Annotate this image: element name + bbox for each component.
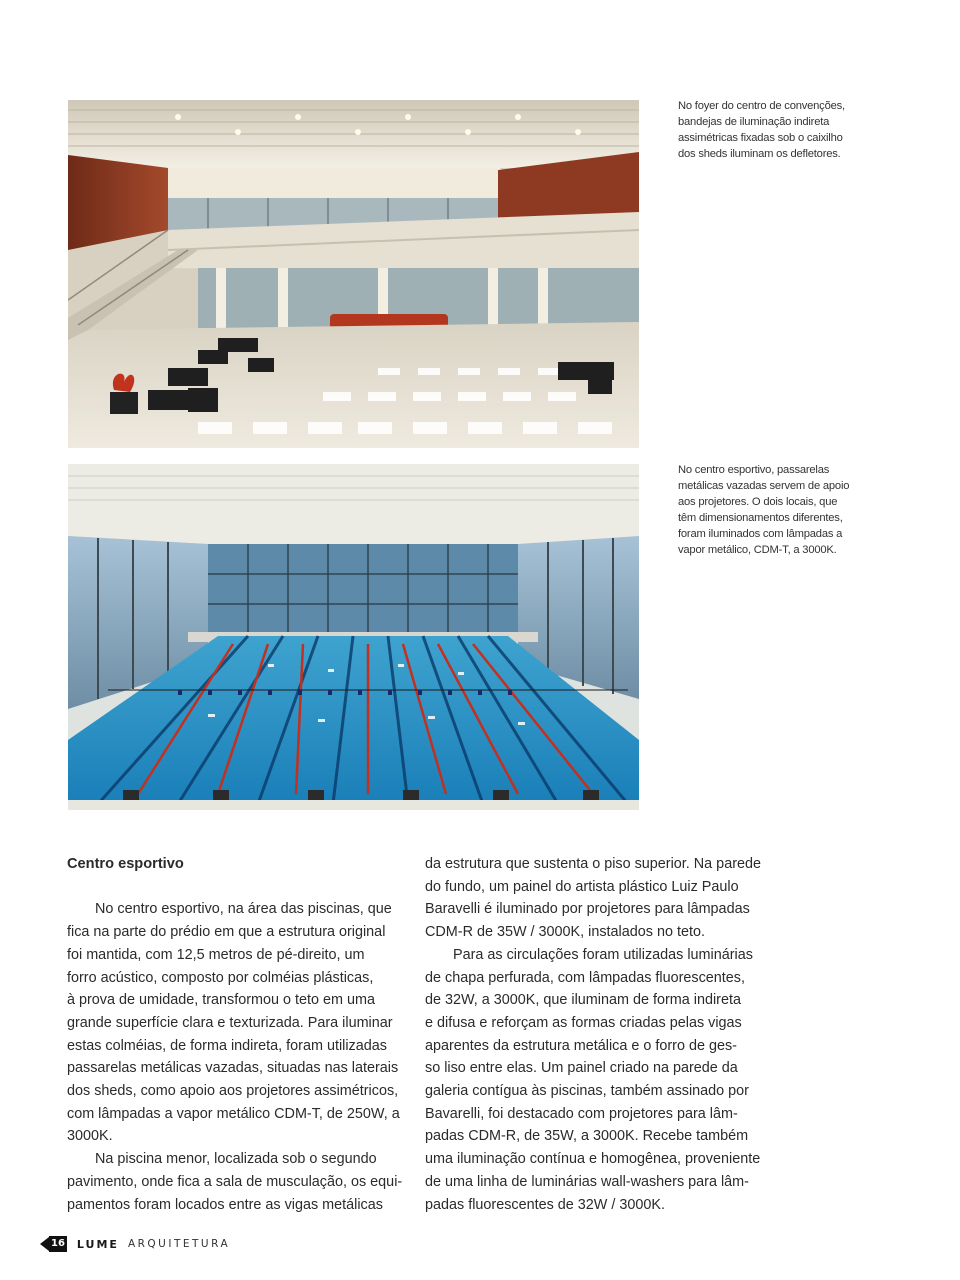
text-line: No centro esportivo, na área das piscinas, que [95,901,392,918]
text-line: pavimento, onde fica a sala de musculação, os equi- [67,1173,403,1190]
text-line: de 32W, a 3000K, que iluminam de forma indireta [425,992,741,1009]
text-line: padas fluorescentes de 32W / 3000K. [425,1196,665,1213]
text-line: de uma linha de luminárias wall-washers para lâm- [425,1173,749,1190]
text-line: CDM-R de 35W / 3000K, instalados no teto. [425,924,705,941]
text-line: estas colméias, de forma indireta, foram utilizadas [67,1037,387,1054]
text-line: de chapa perfurada, com lâmpadas fluorescentes, [425,969,745,986]
caption-line: No centro esportivo, passarelas [678,464,830,476]
pool-photo [68,464,639,810]
page-footer [40,1234,230,1254]
text-line: com lâmpadas a vapor metálico CDM-T, de 250W, a [67,1105,400,1122]
text-line: do fundo, um painel do artista plástico Luiz Paulo [425,878,739,895]
text-line: galeria contígua às piscinas, também assinado por [425,1083,749,1100]
page-number: 16 [49,1236,67,1252]
caption-line: assimétricas fixadas sob o caixilho [678,132,843,144]
caption-line: dos sheds iluminam os defletores. [678,148,841,160]
text-line: uma iluminação contínua e homogênea, proveniente [425,1151,761,1168]
section-heading: Centro esportivo [67,856,184,872]
text-line: fica na parte do prédio em que a estrutura original [67,924,386,941]
text-line: pamentos foram locados entre as vigas metálicas [67,1196,383,1213]
text-line: Para as circulações foram utilizadas luminárias [453,946,753,963]
text-line: passarelas metálicas vazadas, situadas nas laterais [67,1060,399,1077]
text-line: foi mantida, com 12,5 metros de pé-direito, um [67,946,365,963]
text-line: padas CDM-R, de 35W, a 3000K. Recebe também [425,1128,749,1145]
caption-line: têm dimensionamentos diferentes, [678,512,843,524]
right-text-lines [425,853,765,1216]
left-arrow-icon [40,1237,49,1251]
text-line: da estrutura que sustenta o piso superior. Na parede [425,856,761,872]
text-line: so liso entre elas. Um painel criado na parede da [425,1060,738,1077]
left-text-lines [67,898,402,1216]
pool-caption [678,462,848,558]
caption-line: metálicas vazadas servem de apoio [678,480,850,492]
foyer-caption [678,98,848,162]
page-number-tab [40,1236,67,1252]
text-line: forro acústico, composto por colméias plásticas, [67,969,374,986]
text-line: aparentes da estrutura metálica e o forro de ges- [425,1037,737,1054]
text-line: Na piscina menor, localizada sob o segundo [95,1151,377,1168]
magazine-brand: LUME [76,1237,119,1251]
text-line: Baravelli é iluminado por projetores para lâmpadas [425,901,750,918]
text-line: dos sheds, como apoio aos projetores assimétricos, [67,1083,399,1100]
foyer-photo [68,100,639,448]
text-line: Bavarelli, foi destacado com projetores para lâm- [425,1105,738,1122]
caption-line: foram iluminados com lâmpadas a [678,528,843,540]
article-column-left [67,853,402,1216]
text-line: 3000K. [67,1128,113,1145]
caption-line: bandejas de iluminação indireta [678,116,830,128]
text-line: à prova de umidade, transformou o teto em uma [67,992,375,1009]
caption-line: aos projetores. O dois locais, que [678,496,838,508]
magazine-brand-subtitle: ARQUITETURA [127,1238,231,1250]
text-line: e difusa e reforçam as formas criadas pelas vigas [425,1014,742,1031]
caption-line: vapor metálico, CDM-T, a 3000K. [678,544,837,556]
text-line: grande superfície clara e texturizada. Para iluminar [67,1014,393,1031]
article-column-right [425,853,765,1216]
caption-line: No foyer do centro de convenções, [678,100,845,112]
